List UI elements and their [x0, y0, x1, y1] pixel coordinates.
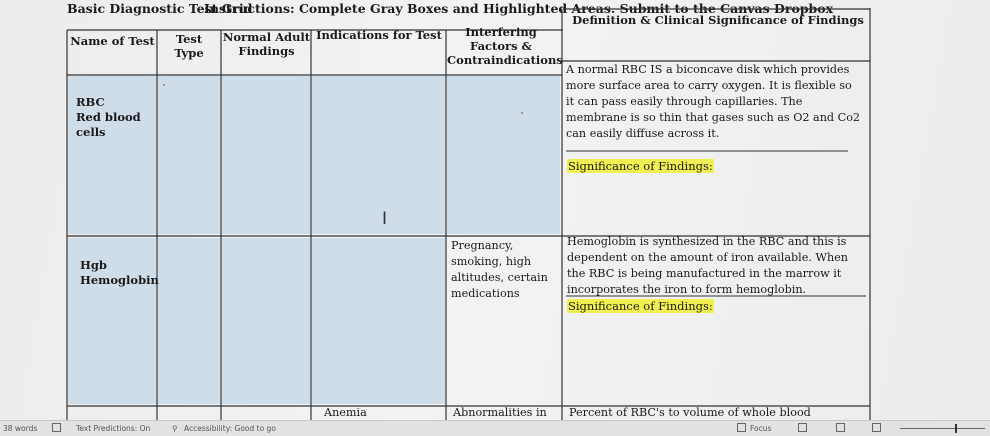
rbc-full-name: Red blood [76, 110, 141, 124]
header-definition: Definition & Clinical Significance of Findings [572, 13, 864, 27]
row3-definition: Percent of RBC's to volume of whole blood [569, 406, 811, 419]
zoom-slider-track[interactable] [900, 428, 985, 429]
header-normal-adult: Normal Adult Findings [222, 30, 311, 58]
accessibility-icon[interactable]: ⚲ [172, 424, 178, 433]
hgb-interfering: Pregnancy, smoking, high altitudes, certain medications [451, 239, 548, 300]
web-layout-icon[interactable] [872, 423, 881, 432]
rbc-definition: A normal RBC IS a biconcave disk which provides more surface area to carry oxygen. It is flexible so it can pass easily through capillaries. The membrane is so thin that gases such as O2 and Co2 can easily diffuse across it. [566, 63, 861, 140]
focus-button[interactable]: Focus [750, 424, 772, 433]
row-hgb-name [80, 258, 159, 288]
status-bar [0, 420, 990, 436]
rbc-significance-label[interactable]: Significance of Findings: [568, 159, 713, 173]
hgb-abbrev: Hgb [80, 258, 107, 272]
hgb-full-name: Hemoglobin [80, 273, 159, 287]
row3-interfering: Abnormalities in [453, 406, 547, 419]
zoom-slider-handle[interactable] [955, 424, 957, 433]
stray-mark [163, 84, 165, 86]
print-layout-icon[interactable] [836, 423, 845, 432]
rbc-abbrev: RBC [76, 95, 105, 109]
focus-icon[interactable] [737, 423, 746, 432]
document-title: Basic Diagnostic Test Grid [67, 1, 253, 16]
read-mode-icon[interactable] [798, 423, 807, 432]
header-name-of-test: Name of Test [70, 34, 155, 48]
hgb-significance-label[interactable]: Significance of Findings: [568, 299, 713, 313]
accessibility-status[interactable]: Accessibility: Good to go [184, 424, 276, 433]
word-count[interactable]: 38 words [3, 424, 38, 433]
row-rbc-name [76, 95, 141, 140]
header-test-type: Test Type [174, 32, 204, 60]
header-indications: Indications for Test [316, 28, 442, 42]
rbc-full-name-cont: cells [76, 125, 106, 139]
hgb-definition: Hemoglobin is synthesized in the RBC and this is dependent on the amount of iron available. When the RBC is being manufactured in the marrow it incorporates the iron to form hemoglobin. [567, 235, 849, 296]
instructions-line: Instructions: Complete Gray Boxes and Highlighted Areas. Submit to the Canvas Dropbox [204, 1, 834, 16]
text-cursor-icon: I [382, 209, 388, 229]
proofing-icon[interactable] [52, 423, 61, 432]
row3-indications: Anemia [324, 406, 367, 419]
text-predictions-status[interactable]: Text Predictions: On [76, 424, 151, 433]
stray-mark [521, 112, 523, 114]
header-interfering: Interfering Factors & Contraindications [447, 25, 563, 67]
